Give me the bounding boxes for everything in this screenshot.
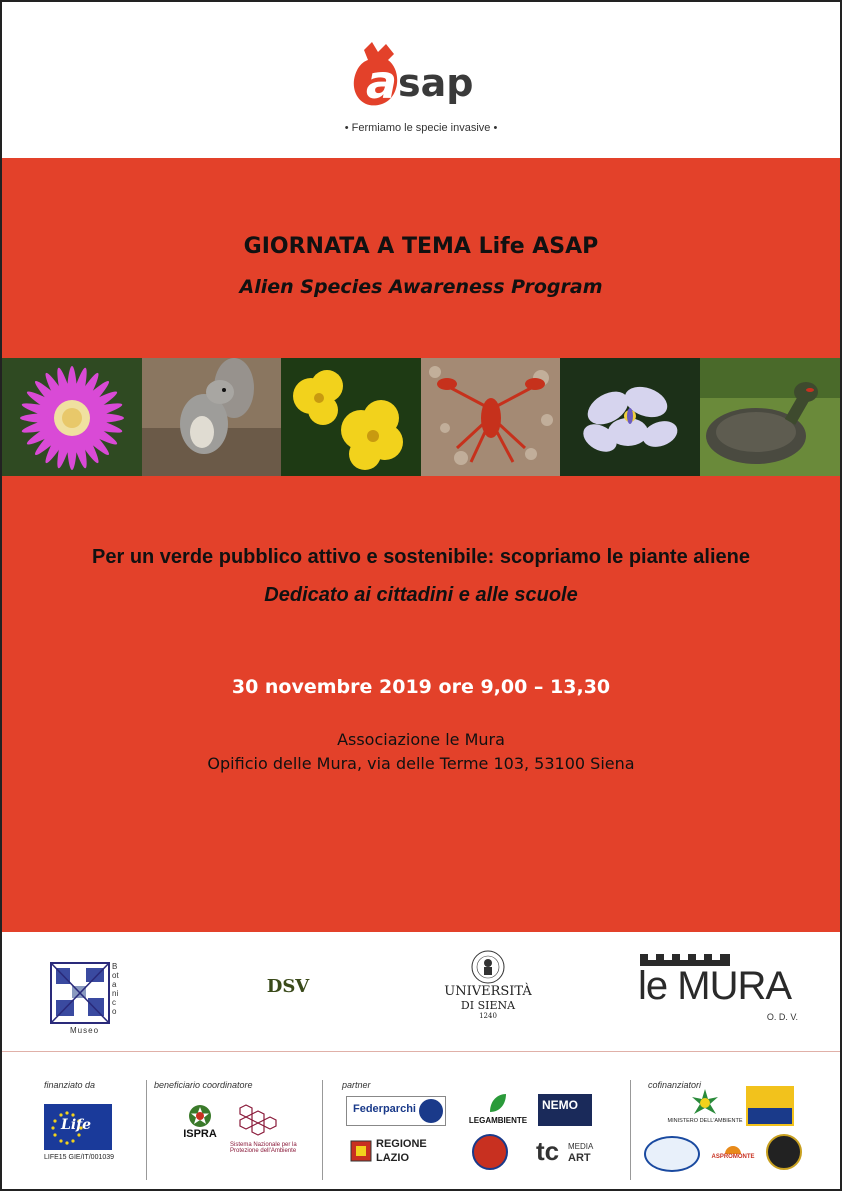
life-code: LIFE15 GIE/IT/001039 <box>44 1154 115 1161</box>
le-mura-logo <box>638 954 798 1034</box>
species-photo-strip <box>2 358 840 476</box>
star-burst-icon <box>690 1088 720 1118</box>
federparchi-text: Federparchi <box>353 1103 416 1115</box>
nemo-text: NEMO <box>542 1098 578 1112</box>
seal-logo <box>472 1134 508 1170</box>
caption-funded: finanziato da <box>44 1080 96 1090</box>
dsv-logo: DSV <box>266 976 310 997</box>
le-mura-subtext: O. D. V. <box>766 1012 798 1022</box>
regione-text: REGIONE <box>376 1138 427 1150</box>
life-text: Life <box>61 1117 92 1133</box>
aspromonte-text: ASPROMONTE <box>711 1154 755 1160</box>
logo-text: sap <box>398 61 474 105</box>
museo-botanico-logo <box>50 962 122 1034</box>
unisi-year: 1240 <box>479 1012 497 1020</box>
parco-aspromonte-seal <box>644 1136 700 1172</box>
tc-icon: tc <box>536 1136 560 1166</box>
caption-cofund: cofinanziatori <box>648 1080 702 1090</box>
gran-sasso-seal <box>766 1134 802 1170</box>
regione-emblem-icon <box>350 1140 372 1162</box>
svg-text:a: a <box>366 55 398 109</box>
unisi-logo <box>438 950 538 1040</box>
divider <box>146 1080 147 1180</box>
photo-turtle <box>700 358 840 476</box>
event-subtitle: Alien Species Awareness Program <box>239 276 603 298</box>
event-date: 30 novembre 2019 ore 9,00 – 13,30 <box>231 676 611 698</box>
event-venue <box>2 728 840 776</box>
event-audience: Dedicato ai cittadini e alle scuole <box>264 584 578 606</box>
eu-life-logo <box>44 1104 112 1150</box>
main-banner <box>2 158 840 932</box>
venue-name: Associazione le Mura <box>337 730 505 749</box>
ispra-logo <box>172 1104 228 1164</box>
event-title: GIORNATA A TEMA Life ASAP <box>243 234 599 259</box>
photo-yellow-flowers <box>281 358 421 476</box>
hexagon-network-icon <box>230 1104 290 1138</box>
ministero-logo <box>662 1088 748 1132</box>
lazio-text: LAZIO <box>376 1152 409 1164</box>
caption-partner: partner <box>342 1080 371 1090</box>
photo-pink-flower <box>2 358 142 476</box>
federparchi-logo <box>346 1096 446 1126</box>
parco-logo-box <box>746 1086 794 1126</box>
anniversary-badge <box>419 1099 443 1123</box>
header <box>2 2 840 158</box>
aspromonte-logo <box>708 1140 758 1170</box>
parco-band <box>748 1108 792 1124</box>
unisi-line1: UNIVERSITÀ <box>444 984 532 999</box>
legambiente-text: LEGAMBIENTE <box>468 1116 528 1125</box>
photo-crayfish <box>421 358 561 476</box>
tc-media-text: MEDIA <box>568 1142 594 1151</box>
legambiente-logo <box>468 1092 528 1128</box>
ispra-text: ISPRA <box>183 1128 217 1140</box>
tc-media-art-logo <box>536 1136 600 1168</box>
unisi-seal-icon <box>471 950 505 984</box>
museo-vertical-text: Botanico <box>112 962 119 1016</box>
tagline: • Fermiamo le specie invasive • <box>344 122 498 134</box>
sun-icon <box>723 1140 743 1154</box>
asap-logo <box>342 40 502 120</box>
local-partners <box>2 932 840 1052</box>
museo-label: Museo <box>70 1026 100 1035</box>
divider <box>322 1080 323 1180</box>
snpa-text: Sistema Nazionale per la Protezione dell'Ambiente <box>230 1142 297 1154</box>
venue-address: Opificio delle Mura, via delle Terme 103, 53100 Siena <box>207 754 635 773</box>
nemo-logo <box>538 1094 592 1126</box>
divider <box>630 1080 631 1180</box>
ministero-text: MINISTERO DELL'AMBIENTE <box>667 1118 743 1124</box>
tc-art-text: ART <box>568 1152 591 1164</box>
regione-lazio-logo <box>350 1136 442 1168</box>
unisi-line2: DI SIENA <box>460 999 516 1012</box>
caption-beneficiary: beneficiario coordinatore <box>154 1080 253 1090</box>
snpa-logo <box>230 1104 314 1164</box>
footer-sponsors <box>2 1052 840 1189</box>
le-mura-text: le MURA <box>638 964 792 1008</box>
event-topic: Per un verde pubblico attivo e sostenibile: scopriamo le piante aliene <box>92 546 750 568</box>
leaf-icon <box>486 1092 510 1116</box>
photo-water-hyacinth <box>560 358 700 476</box>
photo-squirrel <box>142 358 282 476</box>
republic-emblem-icon <box>188 1104 212 1128</box>
